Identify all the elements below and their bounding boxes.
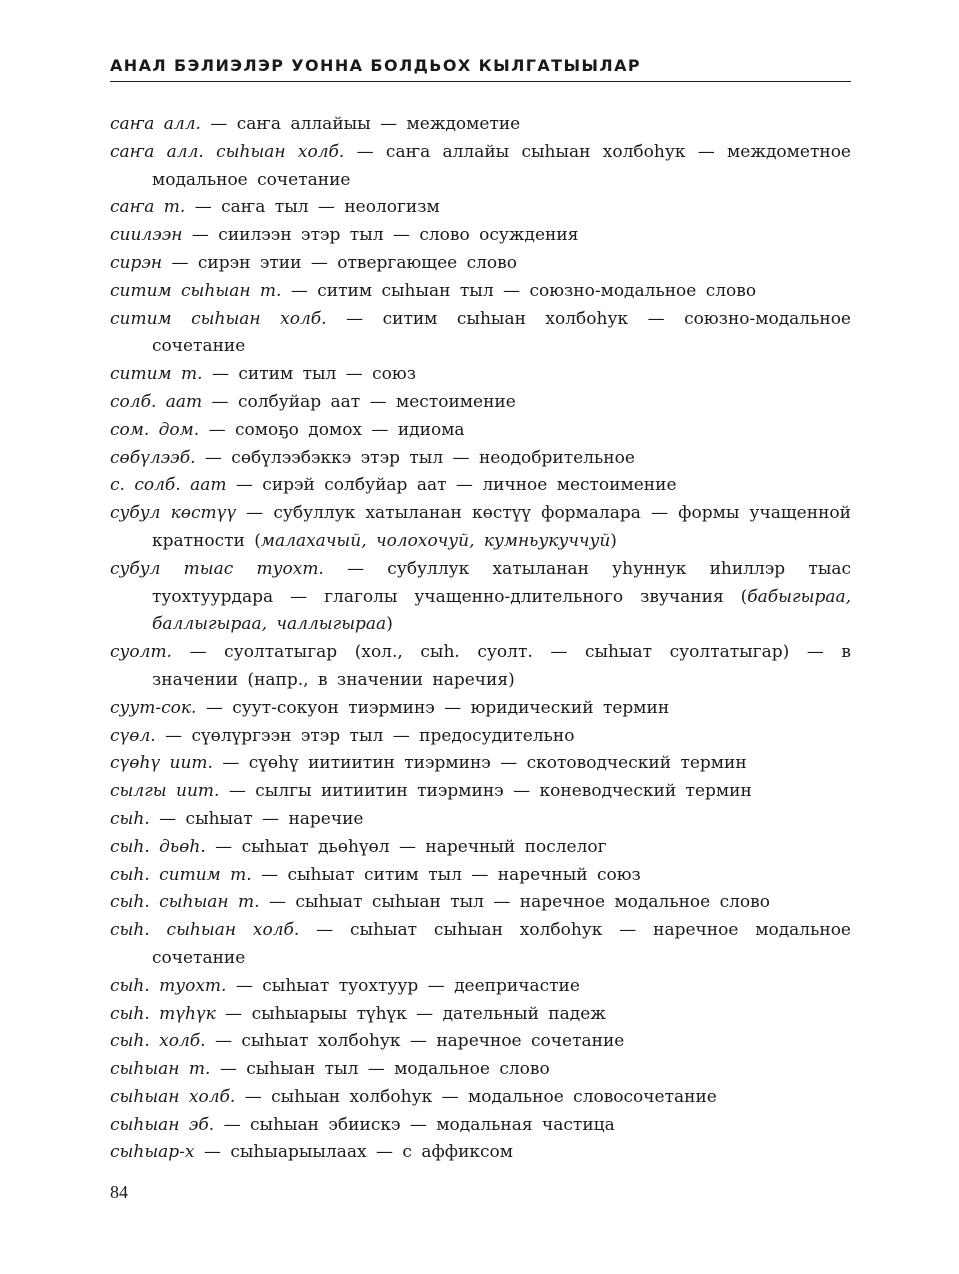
- abbreviation-list: [110, 111, 851, 1167]
- entry-full-term: сыһыат туохтуур: [262, 975, 419, 996]
- entry-abbreviation: сөбүлээб.: [110, 447, 196, 468]
- abbreviation-entry: солб. аат — солбуйар аат — местоимение: [110, 391, 516, 412]
- entry-full-term: ситим сыһыан холбоһук: [382, 308, 629, 329]
- entry-full-term: сылгы иитиитин тиэрминэ: [255, 781, 504, 802]
- entry-full-term: субуллук хатыланан уһуннук иһиллэр тыас туохтуурдара: [152, 558, 852, 607]
- entry-meaning: модальная частица: [436, 1114, 615, 1135]
- entry-meaning: неодобрительное: [478, 447, 635, 468]
- entry-abbreviation: сыһыан эб.: [110, 1114, 215, 1135]
- abbreviation-entry: сүөл. — сүөлүргээн этэр тыл — предосудительно: [110, 725, 575, 746]
- entry-abbreviation: сыһ. холб.: [110, 1031, 206, 1052]
- entry-meaning: союз: [372, 364, 416, 385]
- abbreviation-entry: субул тыас туохт. — субуллук хатыланан уһуннук иһиллэр тыас туохтуурдара — глаголы учащенно-длительного звучания (бабыгыраа, баллыгыраа, чаллыгыраа): [110, 558, 852, 635]
- entry-full-term: саҥа аллайы сыһыан холбоһук: [385, 141, 686, 162]
- entry-abbreviation: солб. аат: [110, 391, 203, 412]
- entry-meaning: с аффиксом: [402, 1142, 514, 1163]
- entry-full-term: сыһыарыылаах: [230, 1142, 367, 1163]
- entry-abbreviation: сыһ.: [110, 808, 150, 829]
- abbreviation-entry: сыһыан холб. — сыһыан холбоһук — модальное словосочетание: [110, 1086, 717, 1107]
- abbreviation-entry: сыһыан эб. — сыһыан эбиискэ — модальная частица: [110, 1114, 615, 1135]
- entry-full-term: субуллук хатыланан көстүү формалара: [273, 503, 641, 524]
- entry-meaning: дательный падеж: [442, 1003, 606, 1024]
- entry-meaning: наречие: [288, 808, 364, 829]
- entry-full-term: сыһыат: [185, 808, 253, 829]
- entry-meaning: союзно-модальное слово: [529, 280, 757, 301]
- abbreviation-entry: сыһ. сыһыан т. — сыһыат сыһыан тыл — наречное модальное слово: [110, 892, 770, 913]
- abbreviation-entry: сом. дом. — сомоҕо домох — идиома: [110, 419, 465, 440]
- entry-full-term: сүөһү иитиитин тиэрминэ: [248, 753, 491, 774]
- entry-meaning: наречное сочетание: [436, 1031, 625, 1052]
- entry-full-term: саҥа тыл: [221, 197, 309, 218]
- entry-meaning: скотоводческий термин: [526, 753, 747, 774]
- entry-closing-paren: ): [386, 614, 393, 635]
- abbreviation-entry: сыһ. холб. — сыһыат холбоһук — наречное сочетание: [110, 1031, 625, 1052]
- header-rule: [110, 81, 851, 82]
- abbreviation-entry: субул көстүү — субуллук хатыланан көстүү формалара — формы учащенной кратности (малахачый, чолохочуй, кумньукуччуй): [110, 503, 851, 551]
- entry-meaning: междометное модальное сочетание: [152, 141, 851, 190]
- abbreviation-entry: сыһ. ситим т. — сыһыат ситим тыл — наречный союз: [110, 864, 641, 885]
- entry-meaning: междометие: [406, 114, 521, 134]
- abbreviation-entry: сылгы иит. — сылгы иитиитин тиэрминэ — коневодческий термин: [110, 781, 752, 802]
- entry-abbreviation: сүөл.: [110, 725, 156, 746]
- entry-meaning: наречный союз: [497, 864, 641, 885]
- entry-meaning: деепричастие: [454, 975, 580, 996]
- abbreviation-entry: сыһ. туохт. — сыһыат туохтуур — деепричастие: [110, 975, 580, 996]
- abbreviation-entry: сыһ. дьөһ. — сыһыат дьөһүөл — наречный послелог: [110, 836, 607, 857]
- abbreviation-entry: саҥа алл. — саҥа аллайыы — междометие: [110, 114, 521, 134]
- entry-abbreviation: сыһ. ситим т.: [110, 864, 252, 885]
- entry-abbreviation: сыһ. дьөһ.: [110, 836, 206, 857]
- entry-full-term: сүөлүргээн этэр тыл: [191, 725, 384, 746]
- entry-abbreviation: сом. дом.: [110, 419, 200, 440]
- abbreviation-entry: ситим сыһыан т. — ситим сыһыан тыл — союзно-модальное слово: [110, 280, 757, 301]
- abbreviation-entry: сирэн — сирэн этии — отвергающее слово: [110, 252, 517, 273]
- entry-full-term: ситим сыһыан тыл: [317, 280, 494, 301]
- entry-meaning: модальное словосочетание: [468, 1086, 717, 1107]
- entry-abbreviation: субул тыас туохт.: [110, 558, 324, 579]
- entry-meaning: личное местоимение: [482, 475, 677, 496]
- entry-abbreviation: ситим т.: [110, 364, 203, 385]
- entry-full-term: сыһыарыы түһүк: [251, 1003, 407, 1024]
- entry-full-term: суут-сокуон тиэрминэ: [232, 697, 435, 718]
- entry-abbreviation: сыһ. сыһыан т.: [110, 892, 260, 913]
- entry-abbreviation: ситим сыһыан т.: [110, 280, 282, 301]
- entry-abbreviation: ситим сыһыан холб.: [110, 308, 327, 329]
- entry-meaning: коневодческий термин: [539, 781, 752, 802]
- entry-full-term: сирэн этии: [197, 252, 302, 273]
- entry-full-term: сиилээн этэр тыл: [218, 225, 384, 246]
- entry-full-term: сыһыан эбиискэ: [250, 1114, 401, 1135]
- abbreviation-entry: сиилээн — сиилээн этэр тыл — слово осуждения: [110, 225, 579, 246]
- entry-meaning: отвергающее слово: [337, 252, 517, 273]
- entry-full-term: ситим тыл: [238, 364, 337, 385]
- entry-full-term: суолтатыгар (хол., сыһ. суолт.: [224, 642, 533, 663]
- abbreviation-entry: сүөһү иит. — сүөһү иитиитин тиэрминэ — скотоводческий термин: [110, 753, 747, 774]
- abbreviation-entry: ситим т. — ситим тыл — союз: [110, 364, 416, 385]
- running-header: АНАЛ БЭЛИЭЛЭР УОННА БОЛДЬОХ КЫЛГАТЫЫЛАР: [110, 56, 642, 75]
- entry-abbreviation: сыһыан холб.: [110, 1086, 236, 1107]
- entry-meaning: предосудительно: [419, 725, 575, 746]
- entry-meaning: союзно-модальное сочетание: [152, 308, 851, 357]
- entry-meaning: наречное модальное сочетание: [152, 920, 851, 968]
- abbreviation-entry: сыһыар-х — сыһыарыылаах — с аффиксом: [110, 1142, 514, 1163]
- abbreviation-entry: саҥа алл. сыһыан холб. — саҥа аллайы сыһыан холбоһук — междометное модальное сочетание: [110, 141, 851, 190]
- entry-full-term: сыһыат дьөһүөл: [241, 836, 390, 857]
- entry-abbreviation: сыһ. түһүк: [110, 1003, 216, 1024]
- entry-meaning: наречный послелог: [425, 836, 607, 857]
- entry-abbreviation: саҥа т.: [110, 197, 186, 218]
- entry-closing-paren: ): [610, 530, 617, 551]
- entry-abbreviation: саҥа алл.: [110, 114, 201, 134]
- entry-full-term: сыһыат ситим тыл: [287, 864, 462, 885]
- entry-full-term: сыһыан холбоһук: [271, 1086, 433, 1107]
- entry-full-term: сөбүлээбэккэ этэр тыл: [231, 447, 444, 468]
- entry-full-term: сыһыат холбоһук: [241, 1031, 401, 1052]
- entry-abbreviation: суут-сок.: [110, 697, 197, 718]
- entry-abbreviation: сыһ. сыһыан холб.: [110, 920, 300, 941]
- entry-abbreviation: сиилээн: [110, 225, 183, 246]
- abbreviation-entry: саҥа т. — саҥа тыл — неологизм: [110, 197, 440, 218]
- entry-full-term: сыһыат сыһыан тыл: [295, 892, 484, 913]
- abbreviation-entry: с. солб. аат — сирэй солбуйар аат — личное местоимение: [110, 475, 677, 496]
- entry-abbreviation: субул көстүү: [110, 503, 237, 524]
- abbreviation-entry: сыһыан т. — сыһыан тыл — модальное слово: [110, 1059, 550, 1080]
- entry-abbreviation: саҥа алл. сыһыан холб.: [110, 141, 345, 162]
- abbreviation-entry: сыһ. — сыһыат — наречие: [110, 808, 364, 829]
- entry-abbreviation: сыһыан т.: [110, 1059, 211, 1080]
- entry-full-term: сомоҕо домох: [234, 419, 363, 440]
- abbreviation-entry: сыһ. сыһыан холб. — сыһыат сыһыан холбоһук — наречное модальное сочетание: [110, 920, 851, 968]
- abbreviation-entry: сөбүлээб. — сөбүлээбэккэ этэр тыл — неодобрительное: [110, 447, 635, 468]
- entry-full-term: сыһыат сыһыан холбоһук: [350, 920, 603, 941]
- entry-abbreviation: сыһыар-х: [110, 1142, 195, 1163]
- entry-meaning: юридический термин: [470, 697, 670, 718]
- entry-full-term: солбуйар аат: [237, 391, 361, 412]
- entry-meaning: местоимение: [396, 391, 516, 412]
- entry-meaning: слово осуждения: [419, 225, 579, 246]
- page-number: 84: [110, 1182, 128, 1202]
- entry-meaning: глаголы учащенно-длительного звучания (: [324, 586, 748, 607]
- entry-meaning: формы учащенной кратности (: [152, 503, 851, 551]
- entry-meaning: неологизм: [344, 197, 440, 218]
- entry-meaning: идиома: [397, 419, 465, 440]
- entry-meaning: сыһыат суолтатыгар) — в значении (напр., в значении наречия): [152, 642, 851, 690]
- entry-full-term: сирэй солбуйар аат: [262, 475, 447, 496]
- entry-abbreviation: сүөһү иит.: [110, 753, 213, 774]
- entry-meaning: наречное модальное слово: [519, 892, 770, 913]
- entry-abbreviation: сылгы иит.: [110, 781, 220, 802]
- entry-examples: малахачый, чолохочуй, кумньукуччуй: [260, 530, 611, 551]
- entry-abbreviation: сирэн: [110, 252, 163, 273]
- entry-full-term: саҥа аллайыы: [236, 114, 371, 134]
- entry-abbreviation: сыһ. туохт.: [110, 975, 227, 996]
- abbreviation-entry: суолт. — суолтатыгар (хол., сыһ. суолт. — сыһыат суолтатыгар) — в значении (напр., в значении наречия): [110, 642, 851, 690]
- entry-meaning: модальное слово: [394, 1059, 550, 1080]
- abbreviation-entry: сыһ. түһүк — сыһыарыы түһүк — дательный падеж: [110, 1003, 606, 1024]
- abbreviation-entry: ситим сыһыан холб. — ситим сыһыан холбоһук — союзно-модальное сочетание: [110, 308, 851, 357]
- abbreviation-entry: суут-сок. — суут-сокуон тиэрминэ — юридический термин: [110, 697, 670, 718]
- entry-examples: бабыгыраа, баллыгыраа, чаллыгыраа: [152, 586, 852, 635]
- entry-abbreviation: суолт.: [110, 642, 172, 663]
- entry-full-term: сыһыан тыл: [246, 1059, 359, 1080]
- entry-abbreviation: с. солб. аат: [110, 475, 227, 496]
